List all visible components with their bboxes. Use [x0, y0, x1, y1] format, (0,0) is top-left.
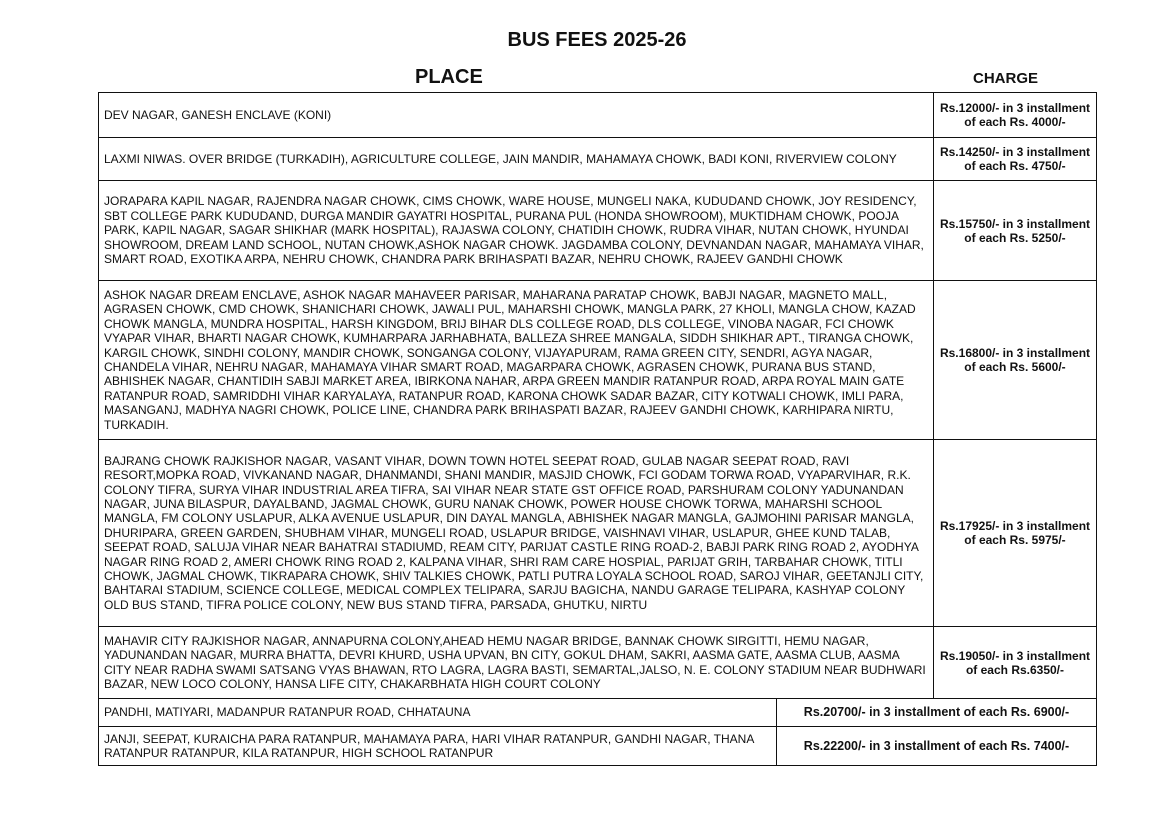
charge-column-header: CHARGE [973, 70, 1039, 87]
charge-installment: of each Rs. 5600/- [964, 360, 1066, 374]
charge-cell [934, 281, 1097, 440]
place-cell: DEV NAGAR, GANESH ENCLAVE (KONI) [99, 93, 934, 138]
page-title: BUS FEES 2025-26 [507, 29, 687, 51]
charge-amount: Rs.15750/- in 3 installment [939, 216, 1091, 231]
place-cell: JANJI, SEEPAT, KURAICHA PARA RATANPUR, MAHAMAYA PARA, HARI VIHAR RATANPUR, GANDHI NAGAR, THANA RATANPUR RATANPUR, KILA RATANPUR, HIGH SCHOOL RATANPUR [99, 727, 777, 766]
place-cell: JORAPARA KAPIL NAGAR, RAJENDRA NAGAR CHOWK, CIMS CHOWK, WARE HOUSE, MUNGELI NAKA, KUDUDAND CHOWK, JOY RESIDENCY, SBT COLLEGE PARK KUDUDAND, DURGA MANDIR GAYATRI HOSPITAL, PURANA PUL (HONDA SHOWROOM), MUKTIDHAM CHOWK, POOJA PARK, KAPIL NAGAR, SAGAR SHIKHAR (MARK HOSPITAL), RAJASWA COLONY, CHATIDIH CHOWK, RUDRA VIHAR, NUTAN CHOWK, HYUNDAI SHOWROOM, DREAM LAND SCHOOL, NUTAN CHOWK,ASHOK NAGAR CHOWK. JAGDAMBA COLONY, DEVNANDAN NAGAR, MAHAMAYA VIHAR, SMART ROAD, EXOTIKA ARPA, NEHRU CHOWK, CHANDRA PARK BRIHASPATI BAZAR, NEHRU CHOWK, RAJEEV GANDHI CHOWK [99, 181, 934, 281]
charge-cell [934, 93, 1097, 138]
charge-amount: Rs.12000/- in 3 installment [939, 101, 1091, 115]
charge-amount: Rs.19050/- in 3 installment [939, 648, 1091, 663]
table-row [99, 93, 1097, 138]
table-row [99, 440, 1097, 627]
charge-amount: Rs.17925/- in 3 installment [939, 519, 1091, 533]
charge-installment: of each Rs. 4750/- [964, 159, 1066, 173]
place-cell: PANDHI, MATIYARI, MADANPUR RATANPUR ROAD, CHHATAUNA [99, 699, 777, 727]
charge-installment: of each Rs. 5250/- [964, 230, 1066, 245]
charge-cell: Rs.22200/- in 3 installment of each Rs. 7400/- [777, 727, 1097, 766]
charge-amount: Rs.14250/- in 3 installment [939, 145, 1091, 159]
place-cell: BAJRANG CHOWK RAJKISHOR NAGAR, VASANT VIHAR, DOWN TOWN HOTEL SEEPAT ROAD, GULAB NAGAR SEEPAT ROAD, RAVI RESORT,MOPKA ROAD, VIVKANAND NAGAR, DHANMANDI, SHANI MANDIR, MASJID CHOWK, FCI GODAM TORWA ROAD, VYAPARVIHAR, R.K. COLONY TIFRA, SURYA VIHAR INDUSTRIAL AREA TIFRA, SAI VIHAR NEAR STATE GST OFFICE ROAD, PARSHURAM COLONY YADUNANDAN NAGAR, JUNA BILASPUR, DAYALBAND, JAGMAL CHOWK, GURU NANAK CHOWK, POWER HOUSE CHOWK TORWA, MAHARSHI SCHOOL MANGLA, FM COLONY USLAPUR, ALKA AVENUE USLAPUR, DIN DAYAL MANGLA, ABHISHEK NAGAR MANGLA, GAJMOHINI PARISAR MANGLA, DHURIPARA, GREEN GARDEN, SHUBHAM VIHAR, MUNGELI ROAD, USLAPUR BRIDGE, VAISHNAVI VIHAR, USLAPUR, GHEE KUND TALAB, SEEPAT ROAD, SALUJA VIHAR NEAR BAHATRAI STADIUMD, REAM CITY, PARIJAT CASTLE RING ROAD-2, BABJI PARK RING ROAD 2, AYODHYA NAGAR RING ROAD 2, AMERI CHOWK RING ROAD 2, KALPANA VIHAR, SHRI RAM CARE HOSPIAL, PARIJAT GRIH, TARBAHAR CHOWK, TITLI CHOWK, JAGMAL CHOWK, TIKRAPARA CHOWK, SHIV TALKIES CHOWK, PATLI PUTRA LOYALA SCHOOL ROAD, SAROJ VIHAR, GEETANJLI CITY, BAHTARAI STADIUM, SCIENCE COLLEGE, MEDICAL COMPLEX TELIPARA, SARJU BAGICHA, NANDU GARAGE TELIPARA, KASHYAP COLONY OLD BUS STAND, TIFRA POLICE COLONY, NEW BUS STAND TIFRA, PARSADA, GHUTKU, NIRTU [99, 440, 934, 627]
table-row [99, 699, 1097, 727]
place-cell: LAXMI NIWAS. OVER BRIDGE (TURKADIH), AGRICULTURE COLLEGE, JAIN MANDIR, MAHAMAYA CHOWK, BADI KONI, RIVERVIEW COLONY [99, 138, 934, 181]
charge-cell: Rs.20700/- in 3 installment of each Rs. 6900/- [777, 699, 1097, 727]
table-row [99, 727, 1097, 766]
charge-cell [934, 440, 1097, 627]
charge-amount: Rs.16800/- in 3 installment [939, 346, 1091, 360]
place-cell: MAHAVIR CITY RAJKISHOR NAGAR, ANNAPURNA COLONY,AHEAD HEMU NAGAR BRIDGE, BANNAK CHOWK SIRGITTI, HEMU NAGAR, YADUNANDAN NAGAR, MURRA BHATTA, DEVRI KHURD, USHA UPVAN, BN CITY, GOKUL DHAM, SAKRI, AASMA GATE, AASMA CLUB, AASMA CITY NEAR RADHA SWAMI SATSANG VYAS BHAWAN, RTO LAGRA, LAGRA BASTI, SEMARTAL,JALSO, N. E. COLONY STADIUM NEAR BUDHWARI BAZAR, NEW LOCO COLONY, HANSA LIFE CITY, CHAKARBHATA HIGH COURT COLONY [99, 627, 934, 699]
table-row [99, 281, 1097, 440]
bus-fees-table [98, 92, 1097, 766]
table-row [99, 627, 1097, 699]
table-row [99, 181, 1097, 281]
charge-installment: of each Rs. 5975/- [964, 533, 1066, 547]
charge-cell [934, 181, 1097, 281]
charge-cell [934, 627, 1097, 699]
charge-installment: of each Rs. 4000/- [964, 115, 1066, 129]
place-column-header: PLACE [415, 66, 483, 88]
place-cell: ASHOK NAGAR DREAM ENCLAVE, ASHOK NAGAR MAHAVEER PARISAR, MAHARANA PARATAP CHOWK, BABJI NAGAR, MAGNETO MALL, AGRASEN CHOWK, CMD CHOWK, SHANICHARI CHOWK, JAWALI PUL, MAHARSHI CHOWK, MANGLA PARK, 27 KHOLI, MANGLA CHOW, KAZAD CHOWK MANGLA, MUNDRA HOSPITAL, HARSH KINGDOM, BRIJ BIHAR DLS COLLEGE ROAD, DLS COLLEGE, VINOBA NAGAR, FCI CHOWK VYAPAR VIHAR, BHARTI NAGAR CHOWK, KUMHARPARA JARHABHATA, BALLEZA SHREE MANGALA, SIDDH SHIKHAR APT., TIRANGA CHOWK, KARGIL CHOWK, SINDHI COLONY, MANDIR CHOWK, SONGANGA COLONY, VIJAYAPURAM, RAMA GREEN CITY, SENDRI, AGYA NAGAR, CHANDELA VIHAR, NEHRU NAGAR, MAHAMAYA VIHAR SMART ROAD, MAGARPARA CHOWK, AGRASEN CHOWK, PURANA BUS STAND, ABHISHEK NAGAR, CHANTIDIH SABJI MARKET AREA, IBIRKONA NAHAR, ARPA GREEN MANDIR RATANPUR ROAD, ARPA ROYAL MAIN GATE RATANPUR ROAD, SAMRIDDHI VIHAR KARYALAYA, RATANPUR ROAD, KARONA CHOWK SADAR BAZAR, CITY KOTWALI CHOWK, IMLI PARA, MASANGANJ, MADHYA NAGRI CHOWK, POLICE LINE, CHANDRA PARK BRIHASPATI BAZAR, RAJEEV GANDHI CHOWK, KARHIPARA NIRTU, TURKADIH. [99, 281, 934, 440]
charge-installment: of each Rs.6350/- [965, 662, 1065, 677]
table-row [99, 138, 1097, 181]
charge-cell [934, 138, 1097, 181]
